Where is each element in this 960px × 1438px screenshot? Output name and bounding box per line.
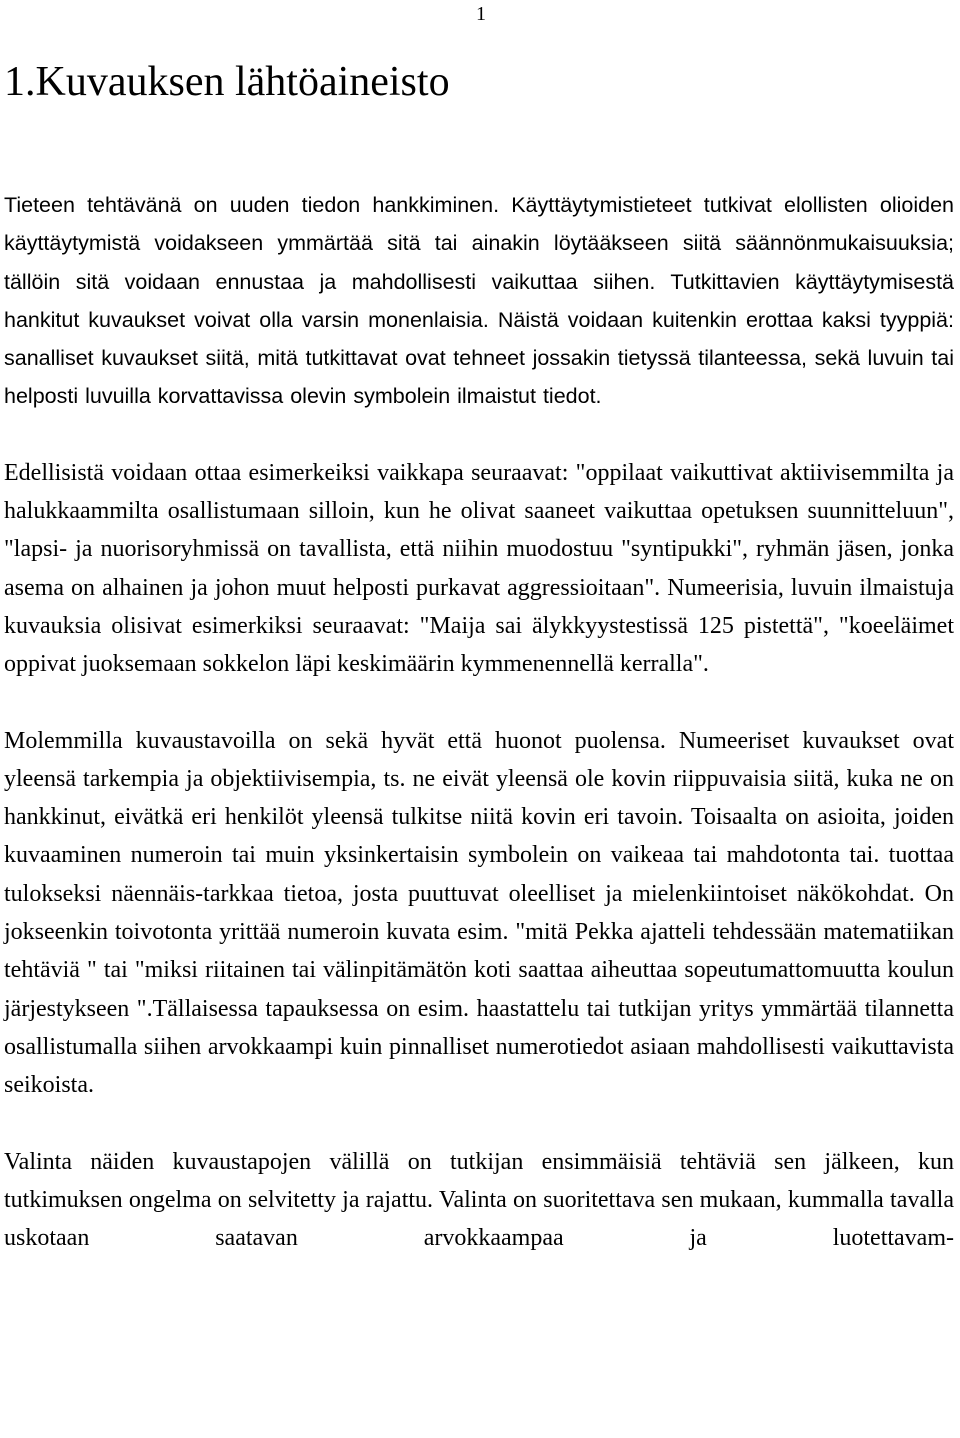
document-body bbox=[4, 186, 954, 1257]
page-title: 1.Kuvauksen lähtöaineisto bbox=[4, 59, 450, 105]
paragraph-examples: Edellisistä voidaan ottaa esimerkeiksi vaikkapa seuraavat: "oppilaat vaikuttivat aktiivisemmilta ja halukkaammilta osallistumaan silloin, kun he olivat saaneet vaikuttaa opetuksen suunnitteluun", "lapsi- ja nuorisoryhmissä on tavallista, että niihin muodostuu "syntipukki", ryhmän jäsen, jonka asema on alhainen ja johon muut helposti purkavat aggressioitaan". Numeerisia, luvuin ilmaistuja kuvauksia olisivat esimerkiksi seuraavat: "Maija sai älykkyystestissä 125 pistettä", "koeeläimet oppivat juoksemaan sokkelon läpi keskimäärin kymmenennellä kerralla". bbox=[4, 459, 954, 678]
page-number: 1 bbox=[476, 3, 486, 25]
paragraph-intro: Tieteen tehtävänä on uuden tiedon hankkiminen. Käyttäytymistieteet tutkivat elollisten olioiden käyttäytymistä voidakseen ymmärtää sitä tai ainakin löytääkseen siitä säännönmukaisuuksia; tällöin sitä voidaan ennustaa ja mahdollisesti vaikuttaa siihen. Tutkittavien käyttäytymisestä hankitut kuvaukset voivat olla varsin monenlaisia. Näistä voidaan kuitenkin erottaa kaksi tyyppiä: sanalliset kuvaukset siitä, mitä tutkittavat ovat tehneet jossakin tietyssä tilanteessa, sekä luvuin tai helposti luvuilla korvattavissa olevin symbolein ilmaistut tiedot. bbox=[4, 193, 954, 409]
paragraph-comparison: Molemmilla kuvaustavoilla on sekä hyvät että huonot puolensa. Numeeriset kuvaukset ovat yleensä tarkempia ja objektiivisempia, ts. ne eivät yleensä ole kovin riippuvaisia siitä, kuka ne on hankkinut, eivätkä eri henkilöt yleensä tulkitse niitä kovin eri tavoin. Toisaalta on asioita, joiden kuvaaminen numeroin tai muin yksinkertaisin symbolein on vaikeaa tai mahdotonta tai. tuottaa tulokseksi näennäis-tarkkaa tietoa, josta puuttuvat oleelliset ja mielenkiintoiset näkökohdat. On jokseenkin toivotonta yrittää numeroin kuvata esim. "mitä Pekka ajatteli tehdessään matematiikan tehtäviä " tai "miksi riitainen tai välinpitämätön koti saattaa aiheuttaa sopeutumattomuutta koulun järjestykseen ".Tällaisessa tapauksessa on esim. haastattelu tai tutkijan yritys ymmärtää tilannetta osallistumalla siihen arvokkaampi kuin pinnalliset numerotiedot asiaan mahdollisesti vaikuttavista seikoista. bbox=[4, 727, 954, 1099]
paragraph-choice: Valinta näiden kuvaustapojen välillä on tutkijan ensimmäisiä tehtäviä sen jälkeen, kun tutkimuksen ongelma on selvitetty ja rajattu. Valinta on suoritettava sen mukaan, kummalla tavalla uskotaan saatavan arvokkaampaa ja luotettavam- bbox=[4, 1148, 954, 1252]
